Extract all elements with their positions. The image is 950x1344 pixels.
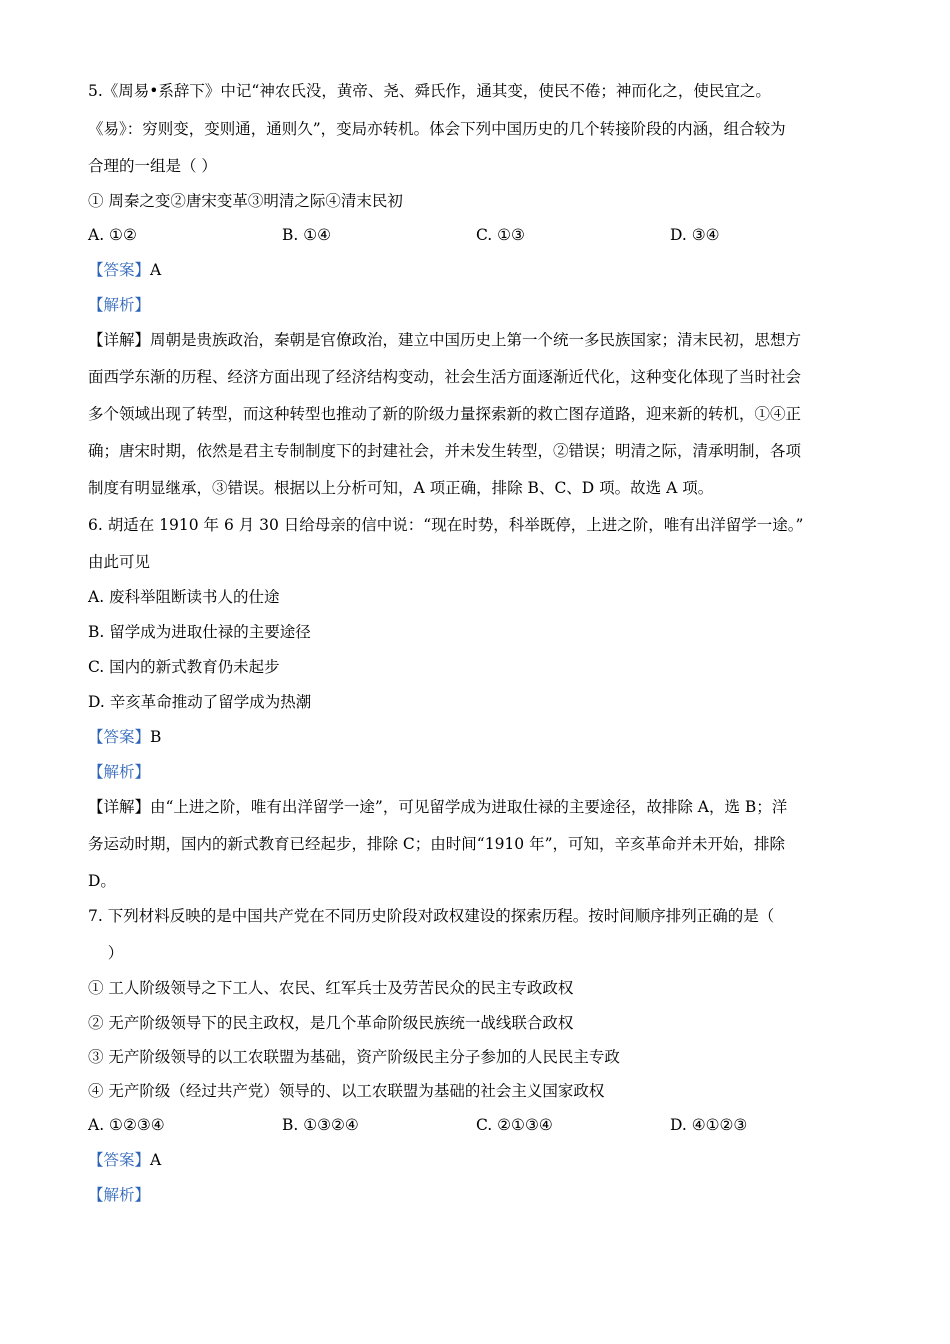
answer-tag: 【答案】 (88, 1151, 151, 1169)
question-text: 5.《周易•系辞下》中记“神农氏没，黄帝、尧、舜氏作，通其变，使民不倦；神而化之，使民宜之。 (88, 82, 771, 100)
answer-value: A (150, 261, 162, 279)
statement-4: ④ 无产阶级（经过共产党）领导的、以工农联盟为基础的社会主义国家政权 (88, 1082, 605, 1100)
statement-2: ② 无产阶级领导下的民主政权，是几个革命阶级民族统一战线联合政权 (88, 1014, 574, 1032)
answer-tag: 【答案】 (88, 261, 151, 279)
detail-text: 确；唐宋时期，依然是君主专制制度下的封建社会，并未发生转型，②错误；明清之际，清承明制，各项 (88, 442, 802, 460)
option-d: D. ③④ (670, 226, 720, 244)
option-d: D. 辛亥革命推动了留学成为热潮 (88, 693, 312, 711)
options-row (88, 224, 864, 246)
option-a: A. ①② (88, 226, 137, 244)
detail-text: 【详解】由“上进之阶，唯有出洋留学一途”，可见留学成为进取仕禄的主要途径，故排除 A，选 B；洋 (88, 798, 788, 816)
question-text: ① 周秦之变②唐宋变革③明清之际④清末民初 (88, 192, 403, 210)
question-text: 由此可见 (88, 553, 151, 571)
options-row (88, 1114, 864, 1136)
question-text: 《易》：穷则变，变则通，通则久”，变局亦转机。体会下列中国历史的几个转接阶段的内涵，组合较为 (88, 120, 786, 138)
answer-value: B (150, 728, 162, 746)
answer-value: A (150, 1151, 162, 1169)
option-c: C. 国内的新式教育仍未起步 (88, 658, 280, 676)
detail-text: 面西学东渐的历程、经济方面出现了经济结构变动，社会生活方面逐渐近代化，这种变化体现了当时社会 (88, 368, 802, 386)
option-b: B. 留学成为进取仕禄的主要途径 (88, 623, 311, 641)
question-text: 合理的一组是（ ） (88, 157, 217, 175)
option-b: B. ①④ (282, 226, 332, 244)
option-b: B. ①③②④ (282, 1116, 359, 1134)
detail-text: 多个领域出现了转型，而这种转型也推动了新的阶级力量探索新的救亡图存道路，迎来新的转机，①④正 (88, 405, 802, 423)
question-text: ） (88, 944, 124, 962)
analysis-tag: 【解析】 (88, 763, 151, 781)
statement-3: ③ 无产阶级领导的以工农联盟为基础，资产阶级民主分子参加的人民民主专政 (88, 1048, 620, 1066)
answer-line (88, 1149, 161, 1171)
option-a: A. 废科举阻断读书人的仕途 (88, 588, 280, 606)
question-text: 7. 下列材料反映的是中国共产党在不同历史阶段对政权建设的探索历程。按时间顺序排列正确的是（ (88, 907, 775, 925)
question-text: 6. 胡适在 1910 年 6 月 30 日给母亲的信中说：“现在时势，科举既停，上进之阶，唯有出洋留学一途。” (88, 516, 804, 534)
detail-text: 【详解】周朝是贵族政治，秦朝是官僚政治，建立中国历史上第一个统一多民族国家；清末民初，思想方 (88, 331, 802, 349)
statement-1: ① 工人阶级领导之下工人、农民、红军兵士及劳苦民众的民主专政政权 (88, 979, 574, 997)
option-c: C. ①③ (476, 226, 525, 244)
analysis-tag: 【解析】 (88, 296, 151, 314)
detail-text: D。 (88, 872, 116, 890)
option-a: A. ①②③④ (88, 1116, 165, 1134)
option-d: D. ④①②③ (670, 1116, 748, 1134)
detail-text: 制度有明显继承，③错误。根据以上分析可知，A 项正确，排除 B、C、D 项。故选 A 项。 (88, 479, 714, 497)
detail-text: 务运动时期，国内的新式教育已经起步，排除 C；由时间“1910 年”，可知，辛亥革命并未开始，排除 (88, 835, 786, 853)
answer-line (88, 259, 161, 281)
option-c: C. ②①③④ (476, 1116, 553, 1134)
answer-line (88, 726, 161, 748)
answer-tag: 【答案】 (88, 728, 151, 746)
analysis-tag: 【解析】 (88, 1186, 151, 1204)
